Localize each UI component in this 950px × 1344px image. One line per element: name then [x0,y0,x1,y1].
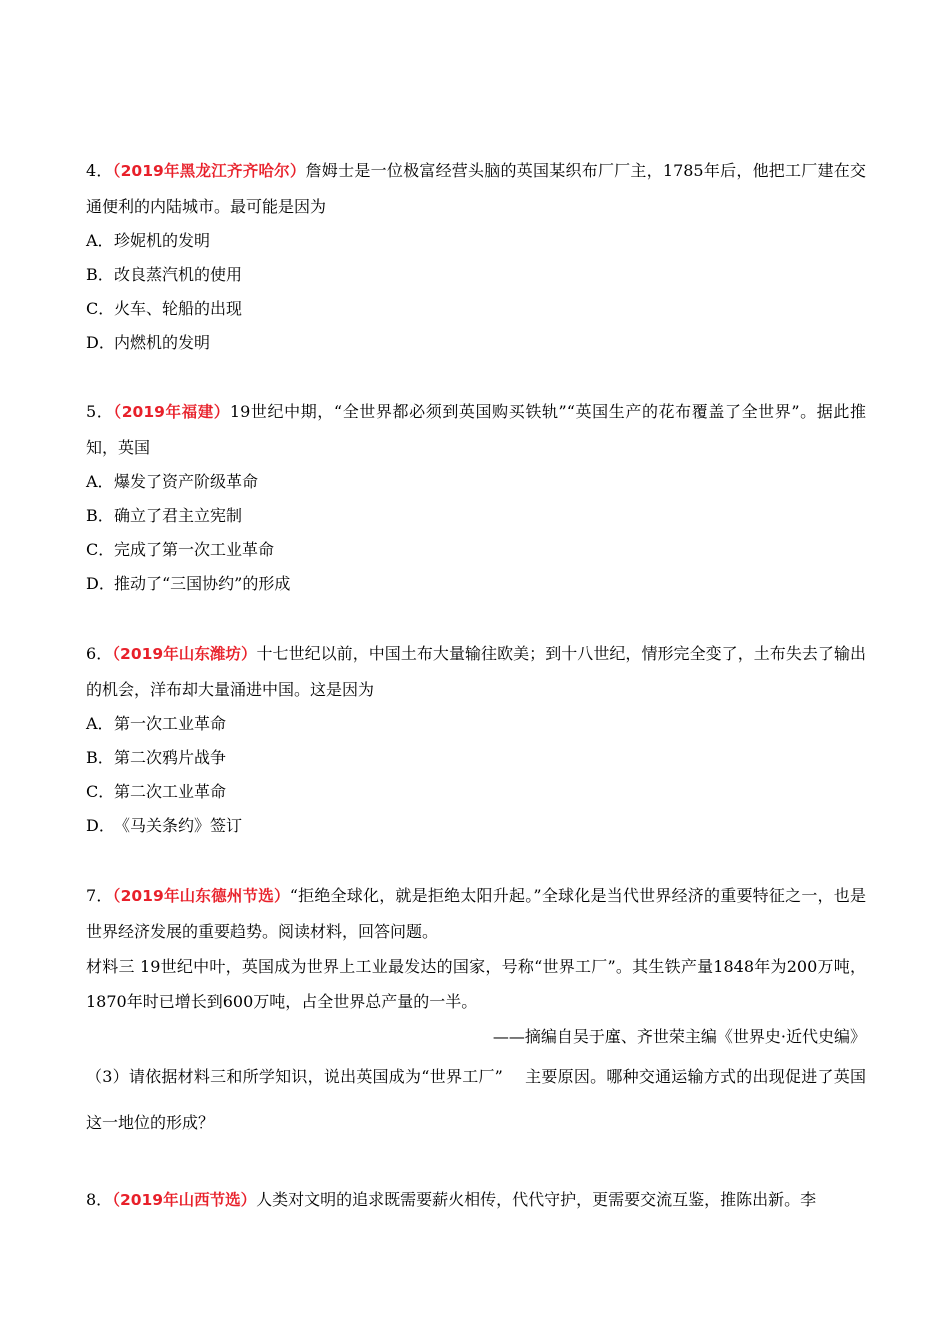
option-a [86,224,866,258]
option-letter: B． [86,265,114,284]
question-source: （2019年山西节选） [112,1191,257,1209]
question-stem [86,636,866,707]
option-text: 第一次工业革命 [114,714,227,733]
option-text: 确立了君主立宪制 [114,506,243,525]
question-number: 8． [86,1190,113,1209]
option-letter: A． [86,231,114,250]
options-list [86,224,866,360]
question-number: 6． [86,644,113,663]
question-stem [86,878,866,949]
question-source: （2019年福建） [113,403,230,421]
question-5 [86,394,866,601]
option-letter: C． [86,299,115,318]
question-text: 詹姆士是一位极富经营头脑的英国某织布厂厂主，1785年后，他把工厂建在交通便利的内陆城市。最可能是因为 [86,161,866,216]
option-letter: D． [86,816,115,835]
sub-question-3 [86,1054,866,1146]
question-7 [86,878,866,1146]
question-stem [86,1182,866,1218]
option-text: 火车、轮船的出现 [114,299,243,318]
options-list [86,707,866,843]
option-c [86,775,866,809]
option-letter: D． [86,333,115,352]
question-number: 5． [86,402,114,421]
option-letter: A． [86,714,114,733]
sub-question-part1: （3）请依据材料三和所学知识，说出英国成为“世界工厂” [86,1067,503,1086]
option-letter: A． [86,472,114,491]
question-text: 十七世纪以前，中国土布大量输往欧美；到十八世纪，情形完全变了，土布失去了输出的机会，洋布却大量涌进中国。这是因为 [86,644,866,699]
option-a [86,465,866,499]
option-letter: B． [86,506,114,525]
option-letter: D． [86,574,115,593]
option-letter: B． [86,748,114,767]
question-8 [86,1182,866,1218]
option-text: 改良蒸汽机的使用 [114,265,243,284]
question-number: 4． [86,161,113,180]
option-c [86,292,866,326]
option-b [86,741,866,775]
material-citation: ——摘编自吴于廑、齐世荣主编《世界史·近代史编》 [492,1027,866,1046]
options-list [86,465,866,601]
option-text: 第二次鸦片战争 [114,748,227,767]
option-b [86,499,866,533]
option-text: 完成了第一次工业革命 [114,540,275,559]
question-text: 人类对文明的追求既需要薪火相传，代代守护，更需要交流互鉴，推陈出新。李 [256,1190,817,1209]
option-letter: C． [86,782,115,801]
question-source: （2019年黑龙江齐齐哈尔） [112,162,306,180]
question-source: （2019年山东潍坊） [112,645,257,663]
question-4 [86,153,866,360]
option-text: 推动了“三国协约”的形成 [114,574,291,593]
question-number: 7． [86,886,113,905]
option-c [86,533,866,567]
option-a [86,707,866,741]
option-letter: C． [86,540,115,559]
question-source: （2019年山东德州节选） [112,887,290,905]
question-text: “拒绝全球化，就是拒绝太阳升起。”全球化是当代世界经济的重要特征之一，也是世界经济发展的重要趋势。阅读材料，回答问题。 [86,886,866,941]
sub-question-part2: 主要原因。哪种交通运输方式的出现促进了英国这一地位的形成？ [86,1067,866,1132]
option-text: 珍妮机的发明 [114,231,211,250]
question-stem [86,394,866,465]
option-b [86,258,866,292]
question-stem [86,153,866,224]
question-text: 19世纪中期，“全世界都必须到英国购买铁轨”“英国生产的花布覆盖了全世界”。据此推知，英国 [86,402,866,457]
option-text: 第二次工业革命 [114,782,227,801]
option-d [86,326,866,360]
material-three: 材料三 19世纪中叶，英国成为世界上工业最发达的国家，号称“世界工厂”。其生铁产量1848年为200万吨，1870年时已增长到600万吨，占全世界总产量的一半。 [86,957,866,1011]
option-text: 内燃机的发明 [114,333,211,352]
question-6 [86,636,866,843]
option-text: 爆发了资产阶级革命 [114,472,259,491]
option-d [86,809,866,843]
option-text: 《马关条约》签订 [114,816,243,835]
option-d [86,567,866,601]
